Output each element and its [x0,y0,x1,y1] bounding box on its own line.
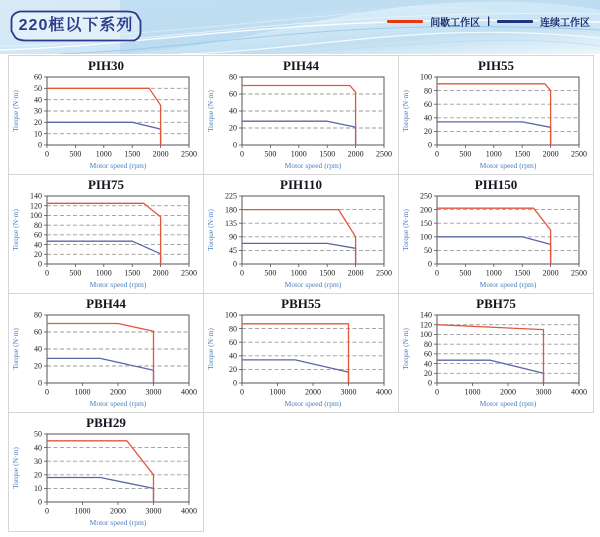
y-axis-label: Torque (N·m) [11,328,20,370]
svg-text:50: 50 [34,84,42,94]
svg-text:20: 20 [229,365,237,375]
svg-text:40: 40 [229,106,237,116]
svg-text:1500: 1500 [514,268,531,278]
svg-text:120: 120 [30,201,42,211]
svg-text:2500: 2500 [181,149,197,159]
svg-text:1000: 1000 [95,268,112,278]
page-title: 220框以下系列 [18,17,134,34]
svg-text:0: 0 [45,387,49,397]
svg-text:1000: 1000 [95,149,112,159]
chart-cell-PBH75 [399,294,594,413]
svg-text:3000: 3000 [145,506,162,516]
y-axis-label: Torque (N·m) [206,209,215,251]
svg-text:0: 0 [435,387,439,397]
svg-text:90: 90 [229,232,237,242]
svg-text:1500: 1500 [319,149,336,159]
torque-speed-chart [10,192,202,290]
svg-text:50: 50 [34,430,42,439]
svg-text:80: 80 [34,311,42,320]
svg-text:1000: 1000 [485,149,502,159]
svg-text:2000: 2000 [110,506,126,516]
continuous-legend-label: 连续工作区 [540,17,590,29]
svg-text:500: 500 [264,149,277,159]
y-axis-label: Torque (N·m) [401,328,410,370]
svg-text:80: 80 [229,324,237,334]
chart-title: PIH110 [280,177,322,192]
chart-title: PBH29 [86,415,126,430]
svg-text:1500: 1500 [514,149,531,159]
chart-grid [8,55,594,532]
svg-text:0: 0 [38,140,42,150]
svg-text:60: 60 [34,230,42,240]
svg-text:40: 40 [424,113,432,123]
svg-text:1000: 1000 [464,387,481,397]
torque-speed-chart [205,192,397,290]
svg-text:2000: 2000 [347,268,364,278]
chart-cell-PIH150 [399,175,594,294]
svg-text:100: 100 [420,232,432,242]
svg-text:500: 500 [459,268,472,278]
svg-text:2000: 2000 [542,149,559,159]
svg-text:80: 80 [34,220,42,230]
svg-text:40: 40 [34,240,42,250]
svg-text:4000: 4000 [571,387,587,397]
svg-text:500: 500 [459,149,472,159]
y-axis-label: Torque (N·m) [11,447,20,489]
svg-text:30: 30 [34,456,42,466]
svg-text:80: 80 [424,339,432,349]
svg-text:60: 60 [424,349,432,359]
svg-text:2000: 2000 [347,149,364,159]
chart-cell-PBH55 [204,294,399,413]
svg-text:200: 200 [420,205,432,215]
y-axis-label: Torque (N·m) [11,209,20,251]
svg-text:1500: 1500 [124,149,141,159]
svg-text:2000: 2000 [542,268,559,278]
chart-title: PBH75 [476,296,516,311]
svg-text:20: 20 [34,361,42,371]
svg-text:4000: 4000 [376,387,392,397]
torque-speed-chart [10,73,202,171]
torque-speed-chart [10,430,202,528]
svg-text:1000: 1000 [269,387,286,397]
series-title-box [10,10,142,42]
svg-text:20: 20 [424,127,432,137]
chart-cell-PIH44 [204,56,399,175]
svg-text:60: 60 [424,99,432,109]
torque-speed-chart [400,192,592,290]
svg-text:60: 60 [229,337,237,347]
svg-text:250: 250 [420,192,432,201]
chart-title: PBH44 [86,296,126,311]
chart-cell-PIH30 [9,56,204,175]
svg-text:0: 0 [428,378,432,388]
svg-text:20: 20 [229,123,237,133]
svg-text:60: 60 [229,89,237,99]
chart-title: PBH55 [281,296,321,311]
intermittent-legend-label: 间歇工作区 [430,17,481,29]
y-axis-label: Torque (N·m) [401,90,410,132]
svg-text:0: 0 [38,259,42,269]
svg-text:2500: 2500 [181,268,197,278]
empty-cell [399,413,594,532]
svg-text:0: 0 [233,259,237,269]
svg-text:100: 100 [420,330,432,340]
svg-text:40: 40 [229,351,237,361]
chart-title: PIH75 [87,177,125,192]
continuous-line-swatch [497,20,533,23]
svg-text:20: 20 [34,249,42,259]
svg-text:2000: 2000 [305,387,321,397]
chart-title: PIH44 [282,58,320,73]
chart-title: PIH55 [477,58,515,73]
legend-separator: | [487,15,490,27]
svg-text:135: 135 [225,218,237,228]
svg-text:1000: 1000 [290,268,307,278]
chart-cell-PIH110 [204,175,399,294]
chart-cell-PIH55 [399,56,594,175]
svg-text:3000: 3000 [535,387,552,397]
svg-text:100: 100 [30,211,42,221]
svg-text:0: 0 [240,387,244,397]
y-axis-label: Torque (N·m) [11,90,20,132]
svg-text:2500: 2500 [376,268,392,278]
svg-text:2000: 2000 [152,268,169,278]
x-axis-label: Motor speed (rpm) [284,399,342,408]
y-axis-label: Torque (N·m) [206,328,215,370]
svg-text:0: 0 [428,140,432,150]
chart-title: PIH30 [87,58,125,73]
svg-text:0: 0 [240,149,244,159]
torque-speed-chart [400,311,592,409]
torque-speed-chart [10,311,202,409]
svg-text:0: 0 [435,268,439,278]
torque-speed-chart [205,73,397,171]
y-axis-label: Torque (N·m) [401,209,410,251]
banner [0,0,600,54]
svg-text:3000: 3000 [145,387,162,397]
svg-text:40: 40 [34,443,42,453]
svg-text:1000: 1000 [74,506,91,516]
x-axis-label: Motor speed (rpm) [479,399,537,408]
svg-text:45: 45 [229,246,237,256]
empty-cell [204,413,399,532]
svg-text:40: 40 [424,359,432,369]
svg-text:1500: 1500 [319,268,336,278]
svg-text:0: 0 [233,378,237,388]
svg-text:2500: 2500 [571,149,587,159]
svg-text:2500: 2500 [376,149,392,159]
svg-text:500: 500 [264,268,277,278]
svg-text:10: 10 [34,484,42,494]
svg-text:10: 10 [34,129,42,139]
svg-text:500: 500 [69,149,82,159]
y-axis-label: Torque (N·m) [206,90,215,132]
svg-text:50: 50 [424,246,432,256]
x-axis-label: Motor speed (rpm) [89,399,147,408]
svg-text:225: 225 [225,192,237,201]
chart-title: PIH150 [474,177,518,192]
svg-text:0: 0 [45,268,49,278]
svg-text:1000: 1000 [485,268,502,278]
svg-text:0: 0 [240,268,244,278]
svg-text:20: 20 [34,118,42,128]
svg-text:100: 100 [225,311,237,320]
chart-cell-PIH75 [9,175,204,294]
svg-text:0: 0 [435,149,439,159]
chart-cell-PBH44 [9,294,204,413]
svg-text:500: 500 [69,268,82,278]
svg-text:1000: 1000 [74,387,91,397]
svg-text:40: 40 [34,344,42,354]
svg-text:60: 60 [34,73,42,82]
chart-cell-PBH29 [9,413,204,532]
svg-text:40: 40 [34,95,42,105]
x-axis-label: Motor speed (rpm) [479,280,537,289]
svg-text:120: 120 [420,320,432,330]
torque-speed-chart [400,73,592,171]
torque-speed-chart [205,311,397,409]
svg-text:0: 0 [45,149,49,159]
svg-text:4000: 4000 [181,506,197,516]
svg-text:80: 80 [229,73,237,82]
svg-text:150: 150 [420,218,432,228]
intermittent-line-swatch [387,20,423,23]
svg-text:1500: 1500 [124,268,141,278]
svg-text:30: 30 [34,106,42,116]
svg-text:0: 0 [233,140,237,150]
x-axis-label: Motor speed (rpm) [89,280,147,289]
svg-text:0: 0 [428,259,432,269]
svg-text:140: 140 [30,192,42,201]
legend [387,14,590,28]
x-axis-label: Motor speed (rpm) [89,161,147,170]
svg-text:0: 0 [38,378,42,388]
x-axis-label: Motor speed (rpm) [284,280,342,289]
svg-text:60: 60 [34,327,42,337]
svg-text:140: 140 [420,311,432,320]
svg-text:20: 20 [424,368,432,378]
svg-text:3000: 3000 [340,387,357,397]
svg-text:2000: 2000 [110,387,126,397]
svg-text:1000: 1000 [290,149,307,159]
svg-text:0: 0 [38,497,42,507]
svg-text:80: 80 [424,86,432,96]
svg-text:2000: 2000 [500,387,516,397]
svg-text:180: 180 [225,205,237,215]
x-axis-label: Motor speed (rpm) [89,518,147,527]
svg-text:20: 20 [34,470,42,480]
svg-text:2500: 2500 [571,268,587,278]
svg-text:2000: 2000 [152,149,169,159]
svg-text:4000: 4000 [181,387,197,397]
x-axis-label: Motor speed (rpm) [479,161,537,170]
svg-text:100: 100 [420,73,432,82]
x-axis-label: Motor speed (rpm) [284,161,342,170]
svg-text:0: 0 [45,506,49,516]
